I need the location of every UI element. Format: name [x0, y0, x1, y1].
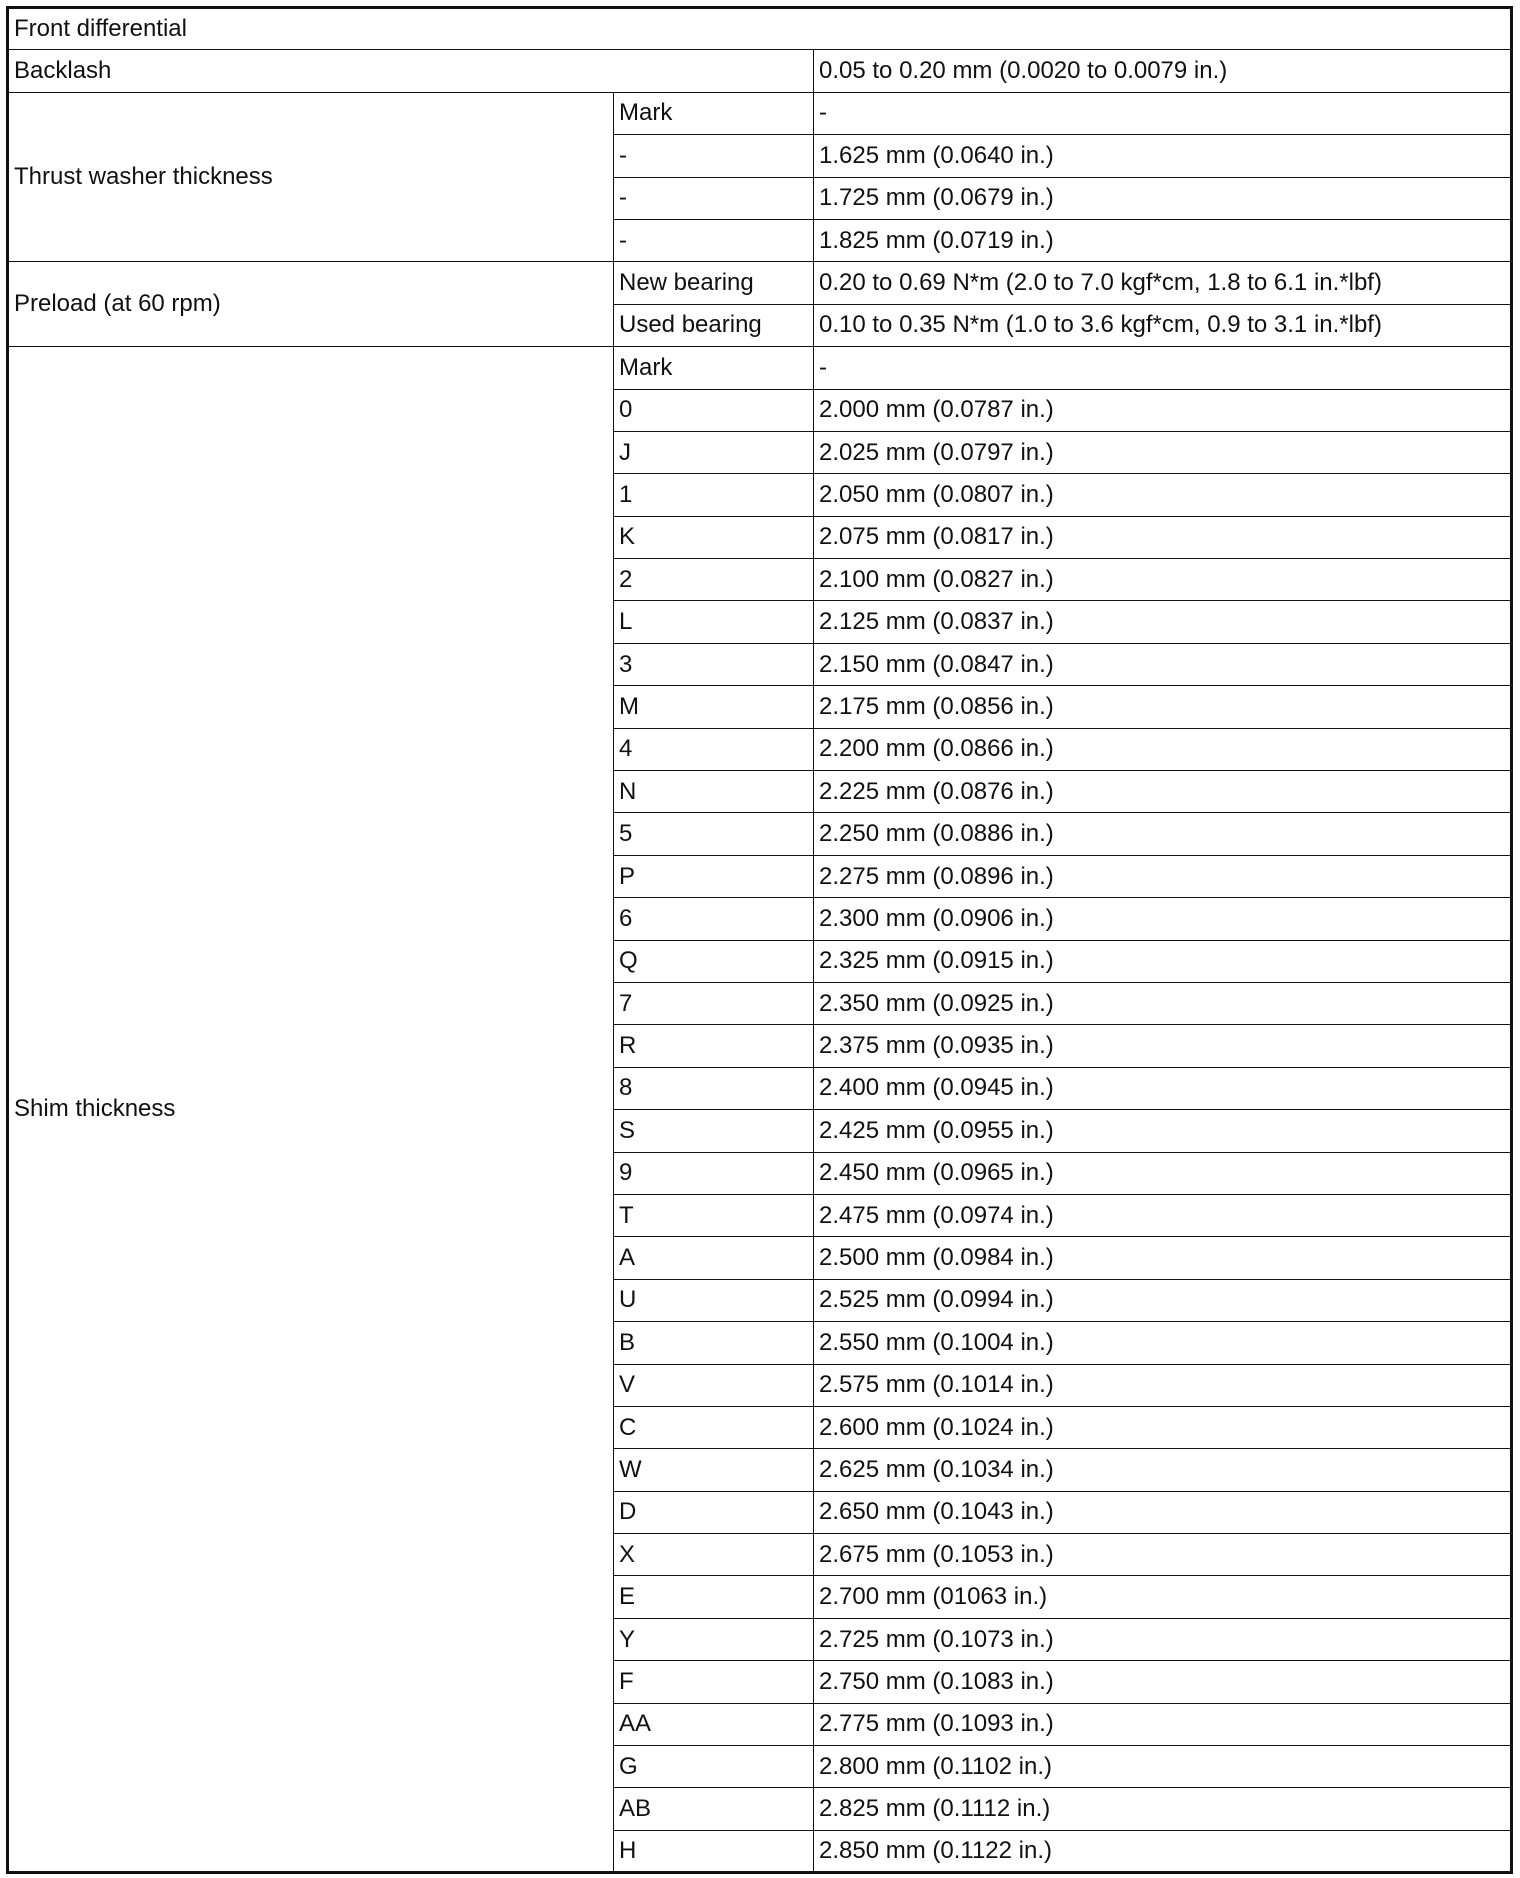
shim-value: 2.025 mm (0.0797 in.) — [814, 431, 1512, 473]
preload-mark: Used bearing — [614, 304, 814, 346]
preload-value: 0.10 to 0.35 N*m (1.0 to 3.6 kgf*cm, 0.9 to 3.1 in.*lbf) — [814, 304, 1512, 346]
shim-mark: 4 — [614, 728, 814, 770]
shim-value: 2.575 mm (0.1014 in.) — [814, 1364, 1512, 1406]
shim-value: 2.725 mm (0.1073 in.) — [814, 1618, 1512, 1660]
shim-mark: 9 — [614, 1152, 814, 1194]
shim-mark: 0 — [614, 389, 814, 431]
shim-value: 2.675 mm (0.1053 in.) — [814, 1534, 1512, 1576]
shim-value: - — [814, 347, 1512, 389]
preload-mark: New bearing — [614, 262, 814, 304]
shim-mark: L — [614, 601, 814, 643]
shim-value: 2.650 mm (0.1043 in.) — [814, 1491, 1512, 1533]
shim-mark: 1 — [614, 474, 814, 516]
shim-mark: A — [614, 1237, 814, 1279]
backlash-row — [8, 50, 1512, 92]
shim-mark: B — [614, 1322, 814, 1364]
thrust-washer-mark: - — [614, 177, 814, 219]
shim-mark: C — [614, 1406, 814, 1448]
thrust-washer-mark: - — [614, 135, 814, 177]
shim-mark: 7 — [614, 982, 814, 1024]
shim-mark: W — [614, 1449, 814, 1491]
shim-value: 2.750 mm (0.1083 in.) — [814, 1661, 1512, 1703]
thrust-washer-mark: Mark — [614, 92, 814, 134]
shim-mark: G — [614, 1746, 814, 1788]
shim-mark: Mark — [614, 347, 814, 389]
shim-value: 2.200 mm (0.0866 in.) — [814, 728, 1512, 770]
shim-mark: J — [614, 431, 814, 473]
shim-mark: 8 — [614, 1067, 814, 1109]
shim-value: 2.500 mm (0.0984 in.) — [814, 1237, 1512, 1279]
shim-mark: T — [614, 1194, 814, 1236]
shim-value: 2.850 mm (0.1122 in.) — [814, 1830, 1512, 1872]
shim-label: Shim thickness — [8, 347, 614, 1873]
shim-mark: M — [614, 686, 814, 728]
shim-value: 2.050 mm (0.0807 in.) — [814, 474, 1512, 516]
thrust-washer-row — [8, 92, 1512, 134]
shim-value: 2.625 mm (0.1034 in.) — [814, 1449, 1512, 1491]
shim-value: 2.400 mm (0.0945 in.) — [814, 1067, 1512, 1109]
shim-mark: 3 — [614, 643, 814, 685]
shim-mark: K — [614, 516, 814, 558]
thrust-washer-mark: - — [614, 219, 814, 261]
shim-row — [8, 347, 1512, 389]
shim-value: 2.125 mm (0.0837 in.) — [814, 601, 1512, 643]
shim-mark: P — [614, 855, 814, 897]
shim-mark: S — [614, 1110, 814, 1152]
shim-mark: N — [614, 771, 814, 813]
shim-mark: V — [614, 1364, 814, 1406]
shim-value: 2.450 mm (0.0965 in.) — [814, 1152, 1512, 1194]
shim-value: 2.800 mm (0.1102 in.) — [814, 1746, 1512, 1788]
shim-value: 2.075 mm (0.0817 in.) — [814, 516, 1512, 558]
preload-value: 0.20 to 0.69 N*m (2.0 to 7.0 kgf*cm, 1.8 to 6.1 in.*lbf) — [814, 262, 1512, 304]
shim-value: 2.825 mm (0.1112 in.) — [814, 1788, 1512, 1830]
shim-value: 2.100 mm (0.0827 in.) — [814, 559, 1512, 601]
shim-mark: Q — [614, 940, 814, 982]
shim-value: 2.150 mm (0.0847 in.) — [814, 643, 1512, 685]
shim-mark: Y — [614, 1618, 814, 1660]
shim-value: 2.375 mm (0.0935 in.) — [814, 1025, 1512, 1067]
thrust-washer-value: 1.825 mm (0.0719 in.) — [814, 219, 1512, 261]
shim-value: 2.425 mm (0.0955 in.) — [814, 1110, 1512, 1152]
shim-value: 2.000 mm (0.0787 in.) — [814, 389, 1512, 431]
thrust-washer-value: - — [814, 92, 1512, 134]
backlash-value: 0.05 to 0.20 mm (0.0020 to 0.0079 in.) — [814, 50, 1512, 92]
shim-value: 2.550 mm (0.1004 in.) — [814, 1322, 1512, 1364]
shim-mark: 6 — [614, 898, 814, 940]
shim-mark: AA — [614, 1703, 814, 1745]
spec-table-body — [8, 8, 1512, 1873]
preload-row — [8, 262, 1512, 304]
shim-mark: H — [614, 1830, 814, 1872]
shim-value: 2.775 mm (0.1093 in.) — [814, 1703, 1512, 1745]
shim-value: 2.250 mm (0.0886 in.) — [814, 813, 1512, 855]
shim-value: 2.475 mm (0.0974 in.) — [814, 1194, 1512, 1236]
shim-value: 2.525 mm (0.0994 in.) — [814, 1279, 1512, 1321]
thrust-washer-label: Thrust washer thickness — [8, 92, 614, 262]
shim-mark: U — [614, 1279, 814, 1321]
shim-value: 2.225 mm (0.0876 in.) — [814, 771, 1512, 813]
shim-mark: 5 — [614, 813, 814, 855]
preload-label: Preload (at 60 rpm) — [8, 262, 614, 347]
shim-mark: F — [614, 1661, 814, 1703]
shim-value: 2.700 mm (01063 in.) — [814, 1576, 1512, 1618]
shim-mark: X — [614, 1534, 814, 1576]
shim-value: 2.600 mm (0.1024 in.) — [814, 1406, 1512, 1448]
shim-mark: D — [614, 1491, 814, 1533]
shim-value: 2.300 mm (0.0906 in.) — [814, 898, 1512, 940]
shim-value: 2.275 mm (0.0896 in.) — [814, 855, 1512, 897]
thrust-washer-value: 1.625 mm (0.0640 in.) — [814, 135, 1512, 177]
title-row — [8, 8, 1512, 50]
thrust-washer-value: 1.725 mm (0.0679 in.) — [814, 177, 1512, 219]
shim-mark: 2 — [614, 559, 814, 601]
front-differential-spec-table — [6, 6, 1513, 1874]
shim-value: 2.350 mm (0.0925 in.) — [814, 982, 1512, 1024]
shim-mark: AB — [614, 1788, 814, 1830]
table-title: Front differential — [8, 8, 1512, 50]
backlash-label: Backlash — [8, 50, 814, 92]
shim-mark: E — [614, 1576, 814, 1618]
shim-mark: R — [614, 1025, 814, 1067]
shim-value: 2.175 mm (0.0856 in.) — [814, 686, 1512, 728]
shim-value: 2.325 mm (0.0915 in.) — [814, 940, 1512, 982]
